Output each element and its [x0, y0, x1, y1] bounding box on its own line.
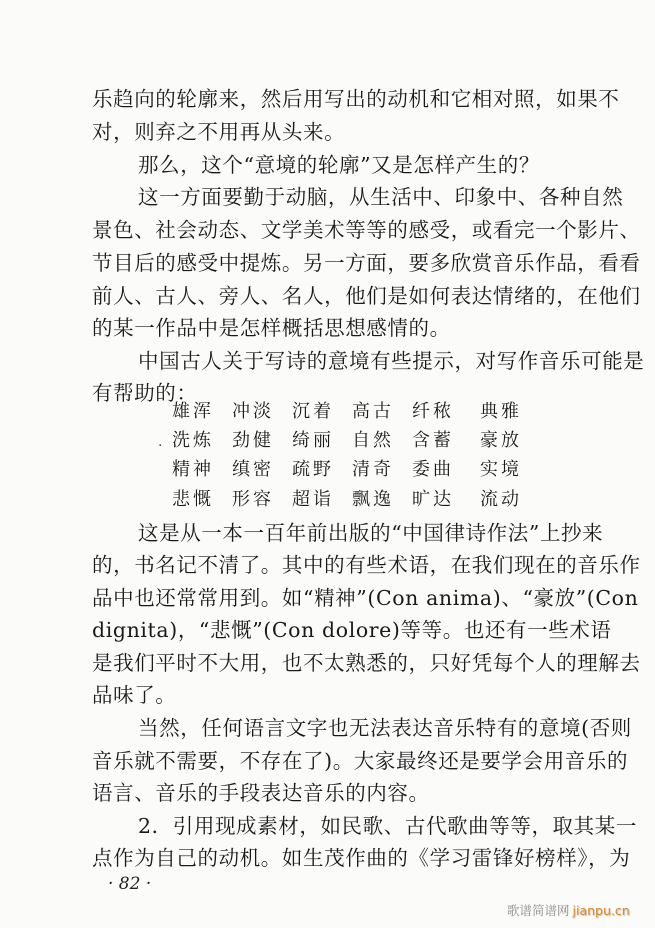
term-grid-row: [172, 458, 540, 482]
text-line: 节目后的感受中提炼。另一方面，要多欣赏音乐作品，看看: [92, 251, 641, 275]
term: 超诣: [292, 489, 334, 510]
watermark-chinese: 歌谱简谱网: [507, 903, 570, 918]
term: 实境: [480, 459, 522, 480]
term: 旷达: [412, 489, 454, 510]
term: 高古: [352, 401, 394, 422]
term: 绮丽: [292, 430, 334, 451]
term: 飘逸: [352, 489, 394, 510]
term: 含蓄: [412, 430, 454, 451]
text-line: 品中也还常常用到。如“精神”(Con anima)、“豪放”(Con: [92, 586, 639, 610]
term-grid-row: [172, 400, 540, 424]
term: 悲慨: [172, 489, 214, 510]
text-line: 音乐就不需要，不存在了)。大家最终还是要学会用音乐的: [92, 749, 629, 773]
watermark-domain: jianpu.cn: [572, 903, 630, 918]
term: 洗炼: [172, 430, 214, 451]
term: 疏野: [292, 459, 334, 480]
text-line: 前人、古人、旁人、名人，他们是如何表达情绪的，在他们: [92, 284, 641, 308]
term: 典雅: [480, 401, 522, 422]
page-number: · 82 ·: [108, 874, 152, 894]
text-line: 乐趋向的轮廓来，然后用写出的动机和它相对照，如果不: [92, 87, 620, 111]
term: 纤秾: [412, 401, 454, 422]
text-line: 有帮助的：: [92, 381, 198, 405]
text-line: 是我们平时不大用，也不太熟悉的，只好凭每个人的理解去: [92, 651, 641, 675]
text-line: 对，则弃之不用再从头来。: [92, 120, 346, 144]
text-line: 2．引用现成素材，如民歌、古代歌曲等等，取其某一: [138, 814, 637, 838]
text-line: 品味了。: [92, 683, 177, 707]
term: 冲淡: [232, 401, 274, 422]
text-line: 的某一作品中是怎样概括思想感情的。: [92, 316, 451, 340]
term: 精神: [172, 459, 214, 480]
site-watermark: [507, 901, 630, 919]
term: 自然: [352, 430, 394, 451]
term: 流动: [480, 489, 522, 510]
term: 劲健: [232, 430, 274, 451]
text-line: 那么，这个“意境的轮廓”又是怎样产生的？: [138, 153, 540, 177]
term: 缜密: [232, 459, 274, 480]
term-grid-row: [172, 488, 540, 512]
text-line: 这一方面要勤于动脑，从生活中、印象中、各种自然: [138, 185, 624, 209]
term: 形容: [232, 489, 274, 510]
text-line: 这是从一本一百年前出版的“中国律诗作法”上抄来: [138, 521, 604, 545]
term: 沉着: [292, 401, 334, 422]
term: 委曲: [412, 459, 454, 480]
stray-mark: .: [158, 434, 163, 450]
text-line: 当然，任何语言文字也无法表达音乐特有的意境(否则: [138, 716, 632, 740]
text-line: dignita)，“悲慨”(Con dolore)等等。也还有一些术语: [92, 618, 612, 642]
text-line: 中国古人关于写诗的意境有些提示，对写作音乐可能是: [138, 349, 645, 373]
text-line: 景色、社会动态、文学美术等等的感受，或看完一个影片、: [92, 218, 641, 242]
term: 雄浑: [172, 401, 214, 422]
term-grid-row: [172, 429, 540, 453]
text-line: 点作为自己的动机。如生茂作曲的《学习雷锋好榜样》，为: [92, 846, 631, 870]
text-line: 语言、音乐的手段表达音乐的内容。: [92, 781, 430, 805]
term: 清奇: [352, 459, 394, 480]
text-line: 的，书名记不清了。其中的有些术语，在我们现在的音乐作: [92, 553, 641, 577]
term: 豪放: [480, 430, 522, 451]
